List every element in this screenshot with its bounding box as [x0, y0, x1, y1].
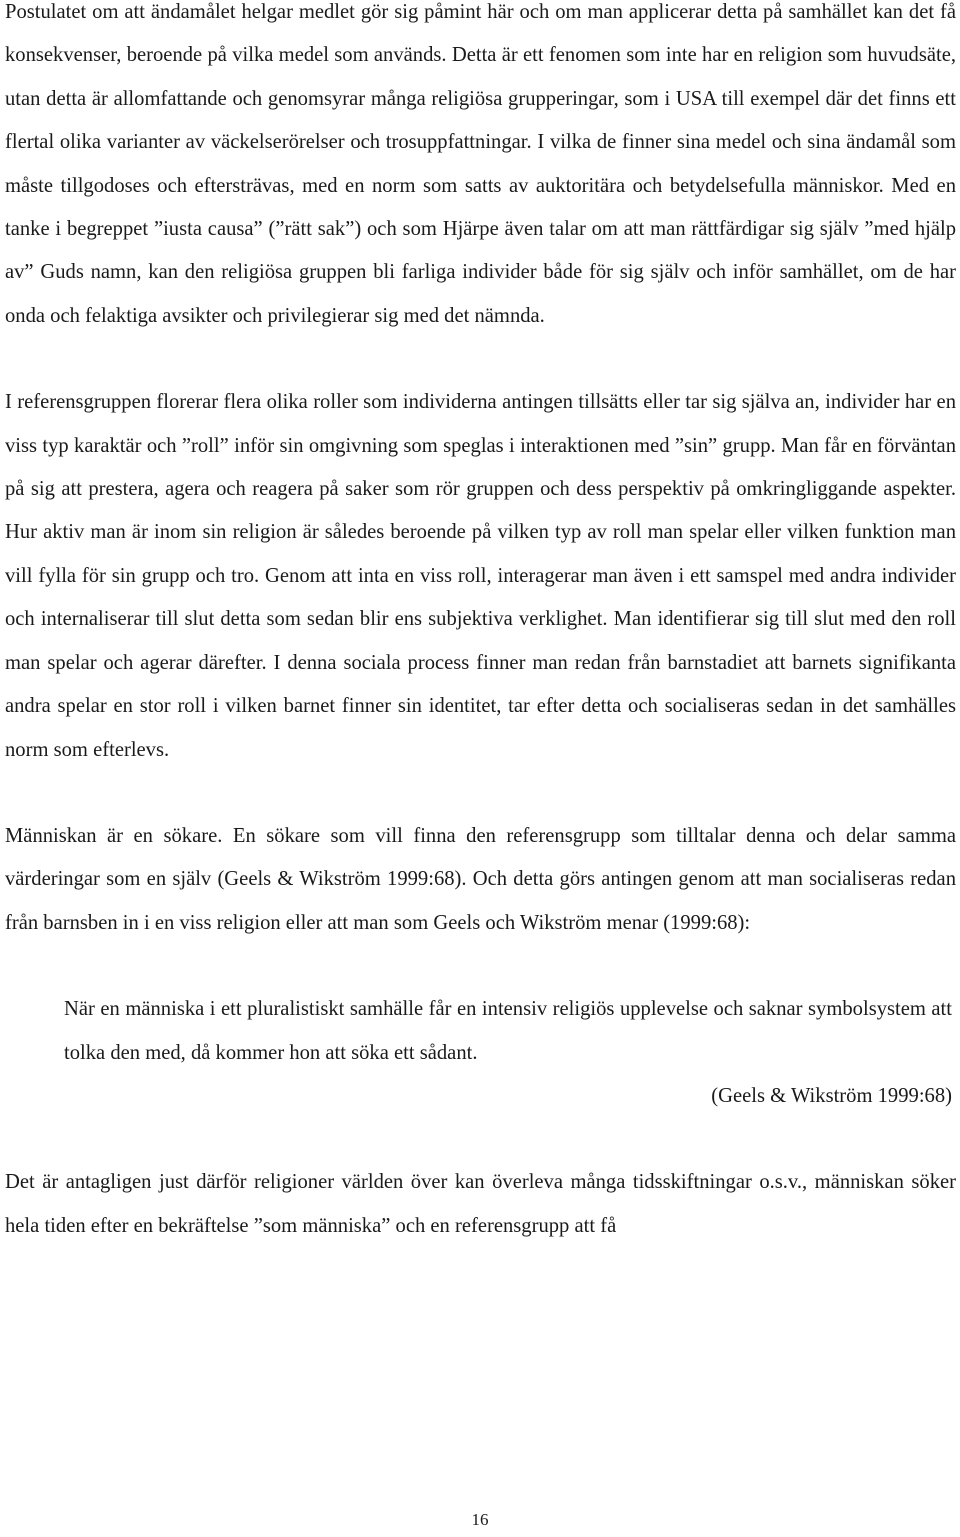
quote-citation: (Geels & Wikström 1999:68) — [711, 1084, 952, 1107]
paragraph-2: I referensgruppen florerar flera olika roller som individerna antingen tillsätts eller tar sig själva an, individer har en viss typ karaktär och ”roll” inför sin omgivning som speglas i interaktionen med ”sin” grupp. Man får en förväntan på sig att prestera, agera och reagera på saker som rör gruppen och dess perspektiv på omkringliggande aspekter. Hur aktiv man är inom sin religion är således beroende på vilken typ av roll man spelar eller vilken funktion man vill fylla för sin grupp och tro. Genom att inta en viss roll, interagerar man även i ett samspel med andra individer och internaliserar till slut detta som sedan blir ens subjektiva verklighet. Man identifierar sig till slut med den roll man spelar och agerar därefter. I denna sociala process finner man redan från barnstadiet att barnets signifikanta andra spelar en stor roll i vilken barnet finner sin identitet, tar efter detta och socialiseras sedan in det samhälles norm som efterlevs. — [5, 391, 956, 761]
paragraph-1: Postulatet om att ändamålet helgar medlet gör sig påmint här och om man applicerar detta på samhället kan det få konsekvenser, beroende på vilka medel som används. Detta är ett fenomen som inte har en religion som huvudsäte, utan detta är allomfattande och genomsyrar många religiösa grupperingar, som i USA till exempel där det finns ett flertal olika varianter av väckelserörelser och trosuppfattningar. I vilka de finner sina medel och sina ändamål som måste tillgodoses och eftersträvas, med en norm som satts av auktoritära och betydelsefulla människor. Med en tanke i begreppet ”iusta causa” (”rätt sak”) och som Hjärpe även talar om att man rättfärdigar sig själv ”med hjälp av” Guds namn, kan den religiösa gruppen bli farliga individer både för sig själv och inför samhället, om de har onda och felaktiga avsikter och privilegierar sig med det nämnda. — [5, 1, 956, 327]
paragraph-3: Människan är en sökare. En sökare som vill finna den referensgrupp som tilltalar denna och delar samma värderingar som en själv (Geels & Wikström 1999:68). Och detta görs antingen genom att man socialiseras redan från barnsben in i en viss religion eller att man som Geels och Wikström menar (1999:68): — [5, 824, 956, 934]
page-number: 16 — [471, 1510, 489, 1529]
block-quote — [5, 988, 956, 1118]
quote-text: När en människa i ett pluralistiskt samhälle får en intensiv religiös upplevelse och saknar symbolsystem att tolka den med, då kommer hon att söka ett sådant. — [64, 998, 952, 1064]
paragraph-4: Det är antagligen just därför religioner världen över kan överleva många tidsskiftningar o.s.v., människan söker hela tiden efter en bekräftelse ”som människa” och en referensgrupp att få — [5, 1171, 956, 1237]
